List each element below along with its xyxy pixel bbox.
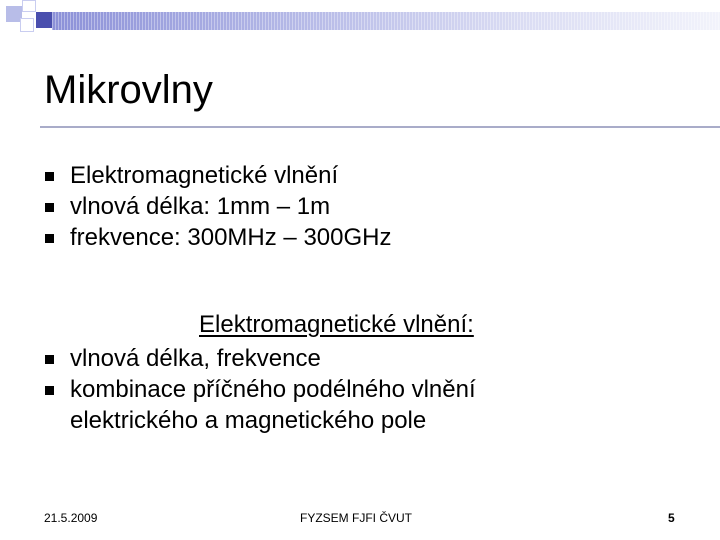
list-item [40,343,550,374]
footer-date: 21.5.2009 [44,511,98,525]
decor-square [22,0,36,12]
list-item [40,160,391,191]
list-item-text: vlnová délka, frekvence [70,345,321,372]
slide-title: Mikrovlny [44,68,213,112]
list-item [40,374,550,436]
list-item-text: Elektromagnetické vlnění [70,162,339,189]
title-divider [40,126,720,128]
decor-square [36,12,52,28]
list-item [40,222,391,253]
bullet-list-primary [40,160,391,253]
square-bullet-icon [45,172,54,181]
square-bullet-icon [45,355,54,364]
list-item-text: kombinace příčného podélného vlnění elektrického a magnetického pole [70,376,476,434]
list-item-text: frekvence: 300MHz – 300GHz [70,224,392,251]
list-item-text: vlnová délka: 1mm – 1m [70,193,331,220]
bullet-list-secondary [40,343,550,436]
square-bullet-icon [45,386,54,395]
list-item [40,191,391,222]
decor-square [20,18,34,32]
square-bullet-icon [45,203,54,212]
footer-center-text: FYZSEM FJFI ČVUT [300,511,412,525]
header-gradient-bar [52,12,720,30]
square-bullet-icon [45,234,54,243]
section-subheading: Elektromagnetické vlnění: [199,311,474,338]
page-number: 5 [668,511,675,525]
